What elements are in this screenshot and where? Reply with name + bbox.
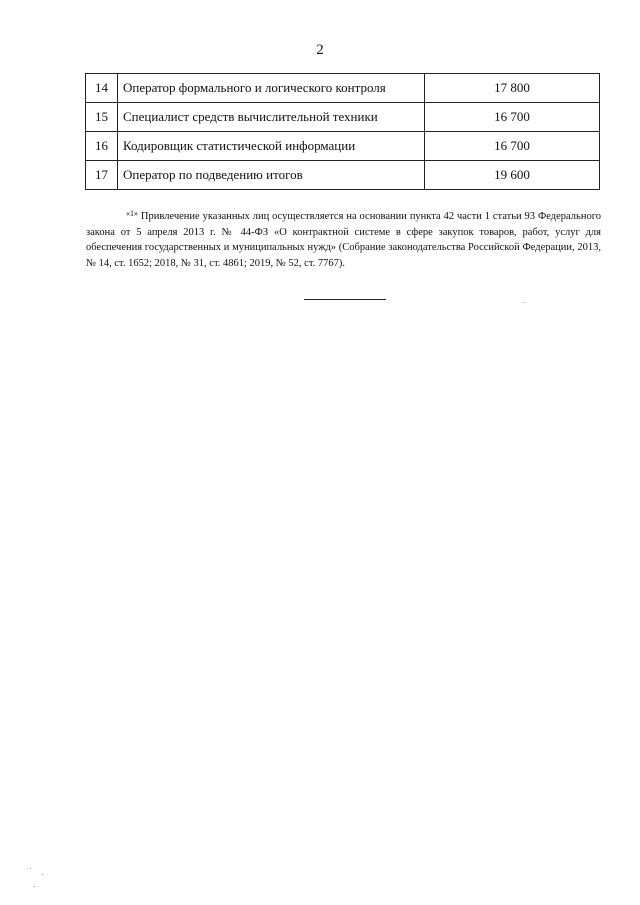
footnote-text: Привлечение указанных лиц осуществляется на основании пункта 42 части 1 статьи 93 Федерального закона от 5 апреля 2013 г. № 44-ФЗ «О контрактной системе в сфере закупок товаров, работ, услуг для обеспечения государственных и муниципальных нужд» (Собрание законодательства Российской Федерации, 2013, № 14, ст. 1652; 2018, № 31, ст. 4861; 2019, № 52, ст. 7767). [86,211,601,269]
position-title: Кодировщик статистической информации [118,132,425,161]
position-title: Оператор формального и логического контроля [118,74,425,103]
rate-amount: 16 700 [425,103,600,132]
position-title: Специалист средств вычислительной техники [118,103,425,132]
scan-speck [42,874,43,875]
table-row [86,161,600,190]
footnote [86,206,601,271]
row-number: 16 [86,132,118,161]
scan-speck [34,886,35,887]
position-title: Оператор по подведению итогов [118,161,425,190]
separator-line [304,299,386,300]
row-number: 17 [86,161,118,190]
footnote-indent [86,211,126,222]
rate-amount: 19 600 [425,161,600,190]
row-number: 14 [86,74,118,103]
table-row [86,103,600,132]
rate-amount: 17 800 [425,74,600,103]
table-row [86,132,600,161]
scan-speck [523,302,524,303]
scan-speck [30,868,31,869]
rate-amount: 16 700 [425,132,600,161]
page-number: 2 [316,42,324,58]
rates-table [85,73,600,190]
row-number: 15 [86,103,118,132]
footnote-marker: «1» [126,209,138,218]
table-row [86,74,600,103]
